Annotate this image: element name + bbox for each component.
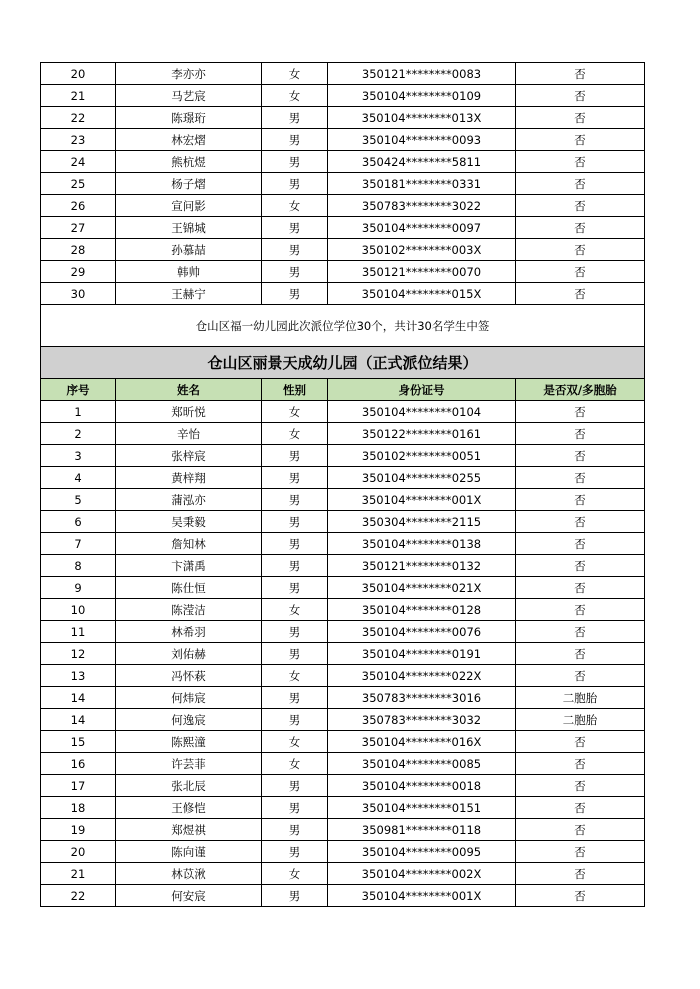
row-gender: 男: [262, 775, 328, 797]
row-id-number: 350104********002X: [328, 863, 516, 885]
table-row: [41, 489, 645, 511]
row-multiple-birth: 否: [516, 841, 645, 863]
table-row: [41, 107, 645, 129]
row-serial: 18: [41, 797, 116, 819]
row-serial: 11: [41, 621, 116, 643]
row-serial: 1: [41, 401, 116, 423]
header-gender: 性别: [262, 379, 328, 401]
row-serial: 25: [41, 173, 116, 195]
table-row: [41, 709, 645, 731]
row-multiple-birth: 否: [516, 731, 645, 753]
row-serial: 17: [41, 775, 116, 797]
header-serial: 序号: [41, 379, 116, 401]
row-id-number: 350122********0161: [328, 423, 516, 445]
row-id-number: 350783********3016: [328, 687, 516, 709]
table-row: [41, 283, 645, 305]
table-row: [41, 151, 645, 173]
table-row: [41, 819, 645, 841]
row-name: 张北辰: [116, 775, 262, 797]
row-name: 陈璟珩: [116, 107, 262, 129]
row-gender: 男: [262, 239, 328, 261]
row-id-number: 350104********0018: [328, 775, 516, 797]
row-serial: 9: [41, 577, 116, 599]
row-name: 陈滢洁: [116, 599, 262, 621]
row-multiple-birth: 否: [516, 819, 645, 841]
row-multiple-birth: 否: [516, 217, 645, 239]
row-id-number: 350104********0095: [328, 841, 516, 863]
table-row: [41, 467, 645, 489]
row-multiple-birth: 否: [516, 577, 645, 599]
row-multiple-birth: 否: [516, 599, 645, 621]
row-gender: 男: [262, 107, 328, 129]
row-multiple-birth: 否: [516, 797, 645, 819]
row-multiple-birth: 否: [516, 885, 645, 907]
row-name: 陈仕恒: [116, 577, 262, 599]
row-id-number: 350783********3022: [328, 195, 516, 217]
row-name: 林苡湫: [116, 863, 262, 885]
row-serial: 24: [41, 151, 116, 173]
row-name: 王锦城: [116, 217, 262, 239]
row-gender: 女: [262, 85, 328, 107]
row-multiple-birth: 否: [516, 753, 645, 775]
row-serial: 27: [41, 217, 116, 239]
row-serial: 7: [41, 533, 116, 555]
table-row: [41, 261, 645, 283]
table-row: [41, 239, 645, 261]
row-id-number: 350104********016X: [328, 731, 516, 753]
table-row: [41, 217, 645, 239]
row-name: 陈向谨: [116, 841, 262, 863]
row-gender: 男: [262, 217, 328, 239]
row-multiple-birth: 否: [516, 511, 645, 533]
header-name: 姓名: [116, 379, 262, 401]
row-gender: 男: [262, 797, 328, 819]
row-name: 王赫宁: [116, 283, 262, 305]
row-name: 林宏熠: [116, 129, 262, 151]
row-multiple-birth: 否: [516, 555, 645, 577]
table-row: [41, 621, 645, 643]
table-row: [41, 599, 645, 621]
row-gender: 男: [262, 445, 328, 467]
table-row: [41, 577, 645, 599]
row-id-number: 350104********0076: [328, 621, 516, 643]
row-id-number: 350783********3032: [328, 709, 516, 731]
table-row: [41, 687, 645, 709]
row-multiple-birth: 否: [516, 533, 645, 555]
row-serial: 3: [41, 445, 116, 467]
assignment-table: [40, 62, 645, 907]
row-id-number: 350121********0083: [328, 63, 516, 85]
row-multiple-birth: 否: [516, 775, 645, 797]
summary-note-row: [41, 305, 645, 347]
row-serial: 29: [41, 261, 116, 283]
row-id-number: 350104********015X: [328, 283, 516, 305]
row-serial: 14: [41, 687, 116, 709]
row-multiple-birth: 否: [516, 151, 645, 173]
row-id-number: 350104********013X: [328, 107, 516, 129]
table-row: [41, 863, 645, 885]
table-row: [41, 885, 645, 907]
row-serial: 21: [41, 863, 116, 885]
row-serial: 13: [41, 665, 116, 687]
table-row: [41, 533, 645, 555]
row-name: 黄梓翔: [116, 467, 262, 489]
row-gender: 女: [262, 665, 328, 687]
row-gender: 男: [262, 577, 328, 599]
row-multiple-birth: 否: [516, 489, 645, 511]
header-multiple-birth: 是否双/多胞胎: [516, 379, 645, 401]
table-row: [41, 85, 645, 107]
row-gender: 男: [262, 709, 328, 731]
row-id-number: 350104********0104: [328, 401, 516, 423]
table-row: [41, 753, 645, 775]
row-serial: 23: [41, 129, 116, 151]
row-multiple-birth: 否: [516, 107, 645, 129]
row-serial: 2: [41, 423, 116, 445]
row-serial: 22: [41, 885, 116, 907]
row-serial: 26: [41, 195, 116, 217]
table-row: [41, 63, 645, 85]
row-name: 李亦亦: [116, 63, 262, 85]
section-title: 仓山区丽景天成幼儿园（正式派位结果）: [41, 347, 645, 379]
table-row: [41, 775, 645, 797]
row-serial: 15: [41, 731, 116, 753]
row-serial: 30: [41, 283, 116, 305]
summary-note: 仓山区福一幼儿园此次派位学位30个，共计30名学生中签: [41, 305, 645, 347]
row-id-number: 350104********0085: [328, 753, 516, 775]
row-name: 刘佑赫: [116, 643, 262, 665]
row-gender: 男: [262, 511, 328, 533]
row-multiple-birth: 否: [516, 643, 645, 665]
row-serial: 6: [41, 511, 116, 533]
row-gender: 男: [262, 687, 328, 709]
row-id-number: 350181********0331: [328, 173, 516, 195]
table-row: [41, 423, 645, 445]
table-row: [41, 401, 645, 423]
row-id-number: 350304********2115: [328, 511, 516, 533]
row-serial: 20: [41, 841, 116, 863]
row-id-number: 350104********0151: [328, 797, 516, 819]
row-gender: 女: [262, 863, 328, 885]
row-serial: 14: [41, 709, 116, 731]
table-row: [41, 555, 645, 577]
row-id-number: 350424********5811: [328, 151, 516, 173]
row-id-number: 350102********003X: [328, 239, 516, 261]
row-gender: 女: [262, 195, 328, 217]
row-multiple-birth: 二胞胎: [516, 709, 645, 731]
row-multiple-birth: 否: [516, 239, 645, 261]
table-row: [41, 129, 645, 151]
table-row: [41, 797, 645, 819]
row-serial: 21: [41, 85, 116, 107]
row-multiple-birth: 否: [516, 261, 645, 283]
row-id-number: 350104********0093: [328, 129, 516, 151]
table-row: [41, 731, 645, 753]
row-gender: 男: [262, 173, 328, 195]
row-name: 许芸菲: [116, 753, 262, 775]
row-serial: 4: [41, 467, 116, 489]
row-id-number: 350121********0070: [328, 261, 516, 283]
row-multiple-birth: 否: [516, 195, 645, 217]
row-gender: 男: [262, 819, 328, 841]
row-name: 蒲泓亦: [116, 489, 262, 511]
row-gender: 男: [262, 283, 328, 305]
row-gender: 女: [262, 599, 328, 621]
row-name: 杨子熠: [116, 173, 262, 195]
row-name: 陈熙潼: [116, 731, 262, 753]
row-id-number: 350104********0191: [328, 643, 516, 665]
row-gender: 女: [262, 401, 328, 423]
table-row: [41, 643, 645, 665]
row-multiple-birth: 否: [516, 401, 645, 423]
row-name: 宣问影: [116, 195, 262, 217]
row-name: 何安宸: [116, 885, 262, 907]
row-gender: 女: [262, 63, 328, 85]
row-name: 马艺宸: [116, 85, 262, 107]
row-gender: 女: [262, 731, 328, 753]
row-multiple-birth: 否: [516, 63, 645, 85]
row-multiple-birth: 否: [516, 665, 645, 687]
row-name: 詹知林: [116, 533, 262, 555]
row-gender: 男: [262, 467, 328, 489]
row-gender: 男: [262, 841, 328, 863]
row-name: 张梓宸: [116, 445, 262, 467]
row-id-number: 350104********0138: [328, 533, 516, 555]
row-multiple-birth: 否: [516, 85, 645, 107]
table-row: [41, 511, 645, 533]
row-multiple-birth: 否: [516, 283, 645, 305]
row-gender: 男: [262, 129, 328, 151]
row-name: 郑煜祺: [116, 819, 262, 841]
row-name: 辛怡: [116, 423, 262, 445]
row-gender: 男: [262, 533, 328, 555]
row-name: 郑昕悦: [116, 401, 262, 423]
header-id-number: 身份证号: [328, 379, 516, 401]
row-serial: 10: [41, 599, 116, 621]
row-name: 卞潇禹: [116, 555, 262, 577]
row-multiple-birth: 否: [516, 173, 645, 195]
table-row: [41, 665, 645, 687]
row-id-number: 350104********022X: [328, 665, 516, 687]
row-name: 冯怀萩: [116, 665, 262, 687]
section-title-row: [41, 347, 645, 379]
row-id-number: 350102********0051: [328, 445, 516, 467]
row-name: 熊杭煜: [116, 151, 262, 173]
row-serial: 16: [41, 753, 116, 775]
row-gender: 男: [262, 261, 328, 283]
table-row: [41, 445, 645, 467]
row-multiple-birth: 否: [516, 129, 645, 151]
row-name: 韩帅: [116, 261, 262, 283]
row-gender: 男: [262, 151, 328, 173]
row-id-number: 350104********0128: [328, 599, 516, 621]
row-multiple-birth: 否: [516, 445, 645, 467]
row-id-number: 350981********0118: [328, 819, 516, 841]
row-gender: 男: [262, 621, 328, 643]
row-id-number: 350104********0109: [328, 85, 516, 107]
row-gender: 男: [262, 555, 328, 577]
row-gender: 女: [262, 753, 328, 775]
row-name: 林希羽: [116, 621, 262, 643]
row-multiple-birth: 否: [516, 423, 645, 445]
row-multiple-birth: 否: [516, 621, 645, 643]
row-gender: 女: [262, 423, 328, 445]
row-multiple-birth: 二胞胎: [516, 687, 645, 709]
row-serial: 22: [41, 107, 116, 129]
row-serial: 8: [41, 555, 116, 577]
header-row: [41, 379, 645, 401]
row-serial: 19: [41, 819, 116, 841]
row-serial: 20: [41, 63, 116, 85]
table-row: [41, 173, 645, 195]
row-serial: 28: [41, 239, 116, 261]
row-gender: 男: [262, 885, 328, 907]
row-multiple-birth: 否: [516, 467, 645, 489]
row-name: 吴秉毅: [116, 511, 262, 533]
row-name: 何炜宸: [116, 687, 262, 709]
table-row: [41, 841, 645, 863]
row-id-number: 350104********0255: [328, 467, 516, 489]
row-gender: 男: [262, 489, 328, 511]
row-id-number: 350121********0132: [328, 555, 516, 577]
row-name: 王修恺: [116, 797, 262, 819]
row-serial: 5: [41, 489, 116, 511]
row-id-number: 350104********001X: [328, 489, 516, 511]
row-serial: 12: [41, 643, 116, 665]
row-multiple-birth: 否: [516, 863, 645, 885]
row-id-number: 350104********0097: [328, 217, 516, 239]
row-id-number: 350104********021X: [328, 577, 516, 599]
row-id-number: 350104********001X: [328, 885, 516, 907]
row-gender: 男: [262, 643, 328, 665]
row-name: 何逸宸: [116, 709, 262, 731]
row-name: 孙慕喆: [116, 239, 262, 261]
table-row: [41, 195, 645, 217]
